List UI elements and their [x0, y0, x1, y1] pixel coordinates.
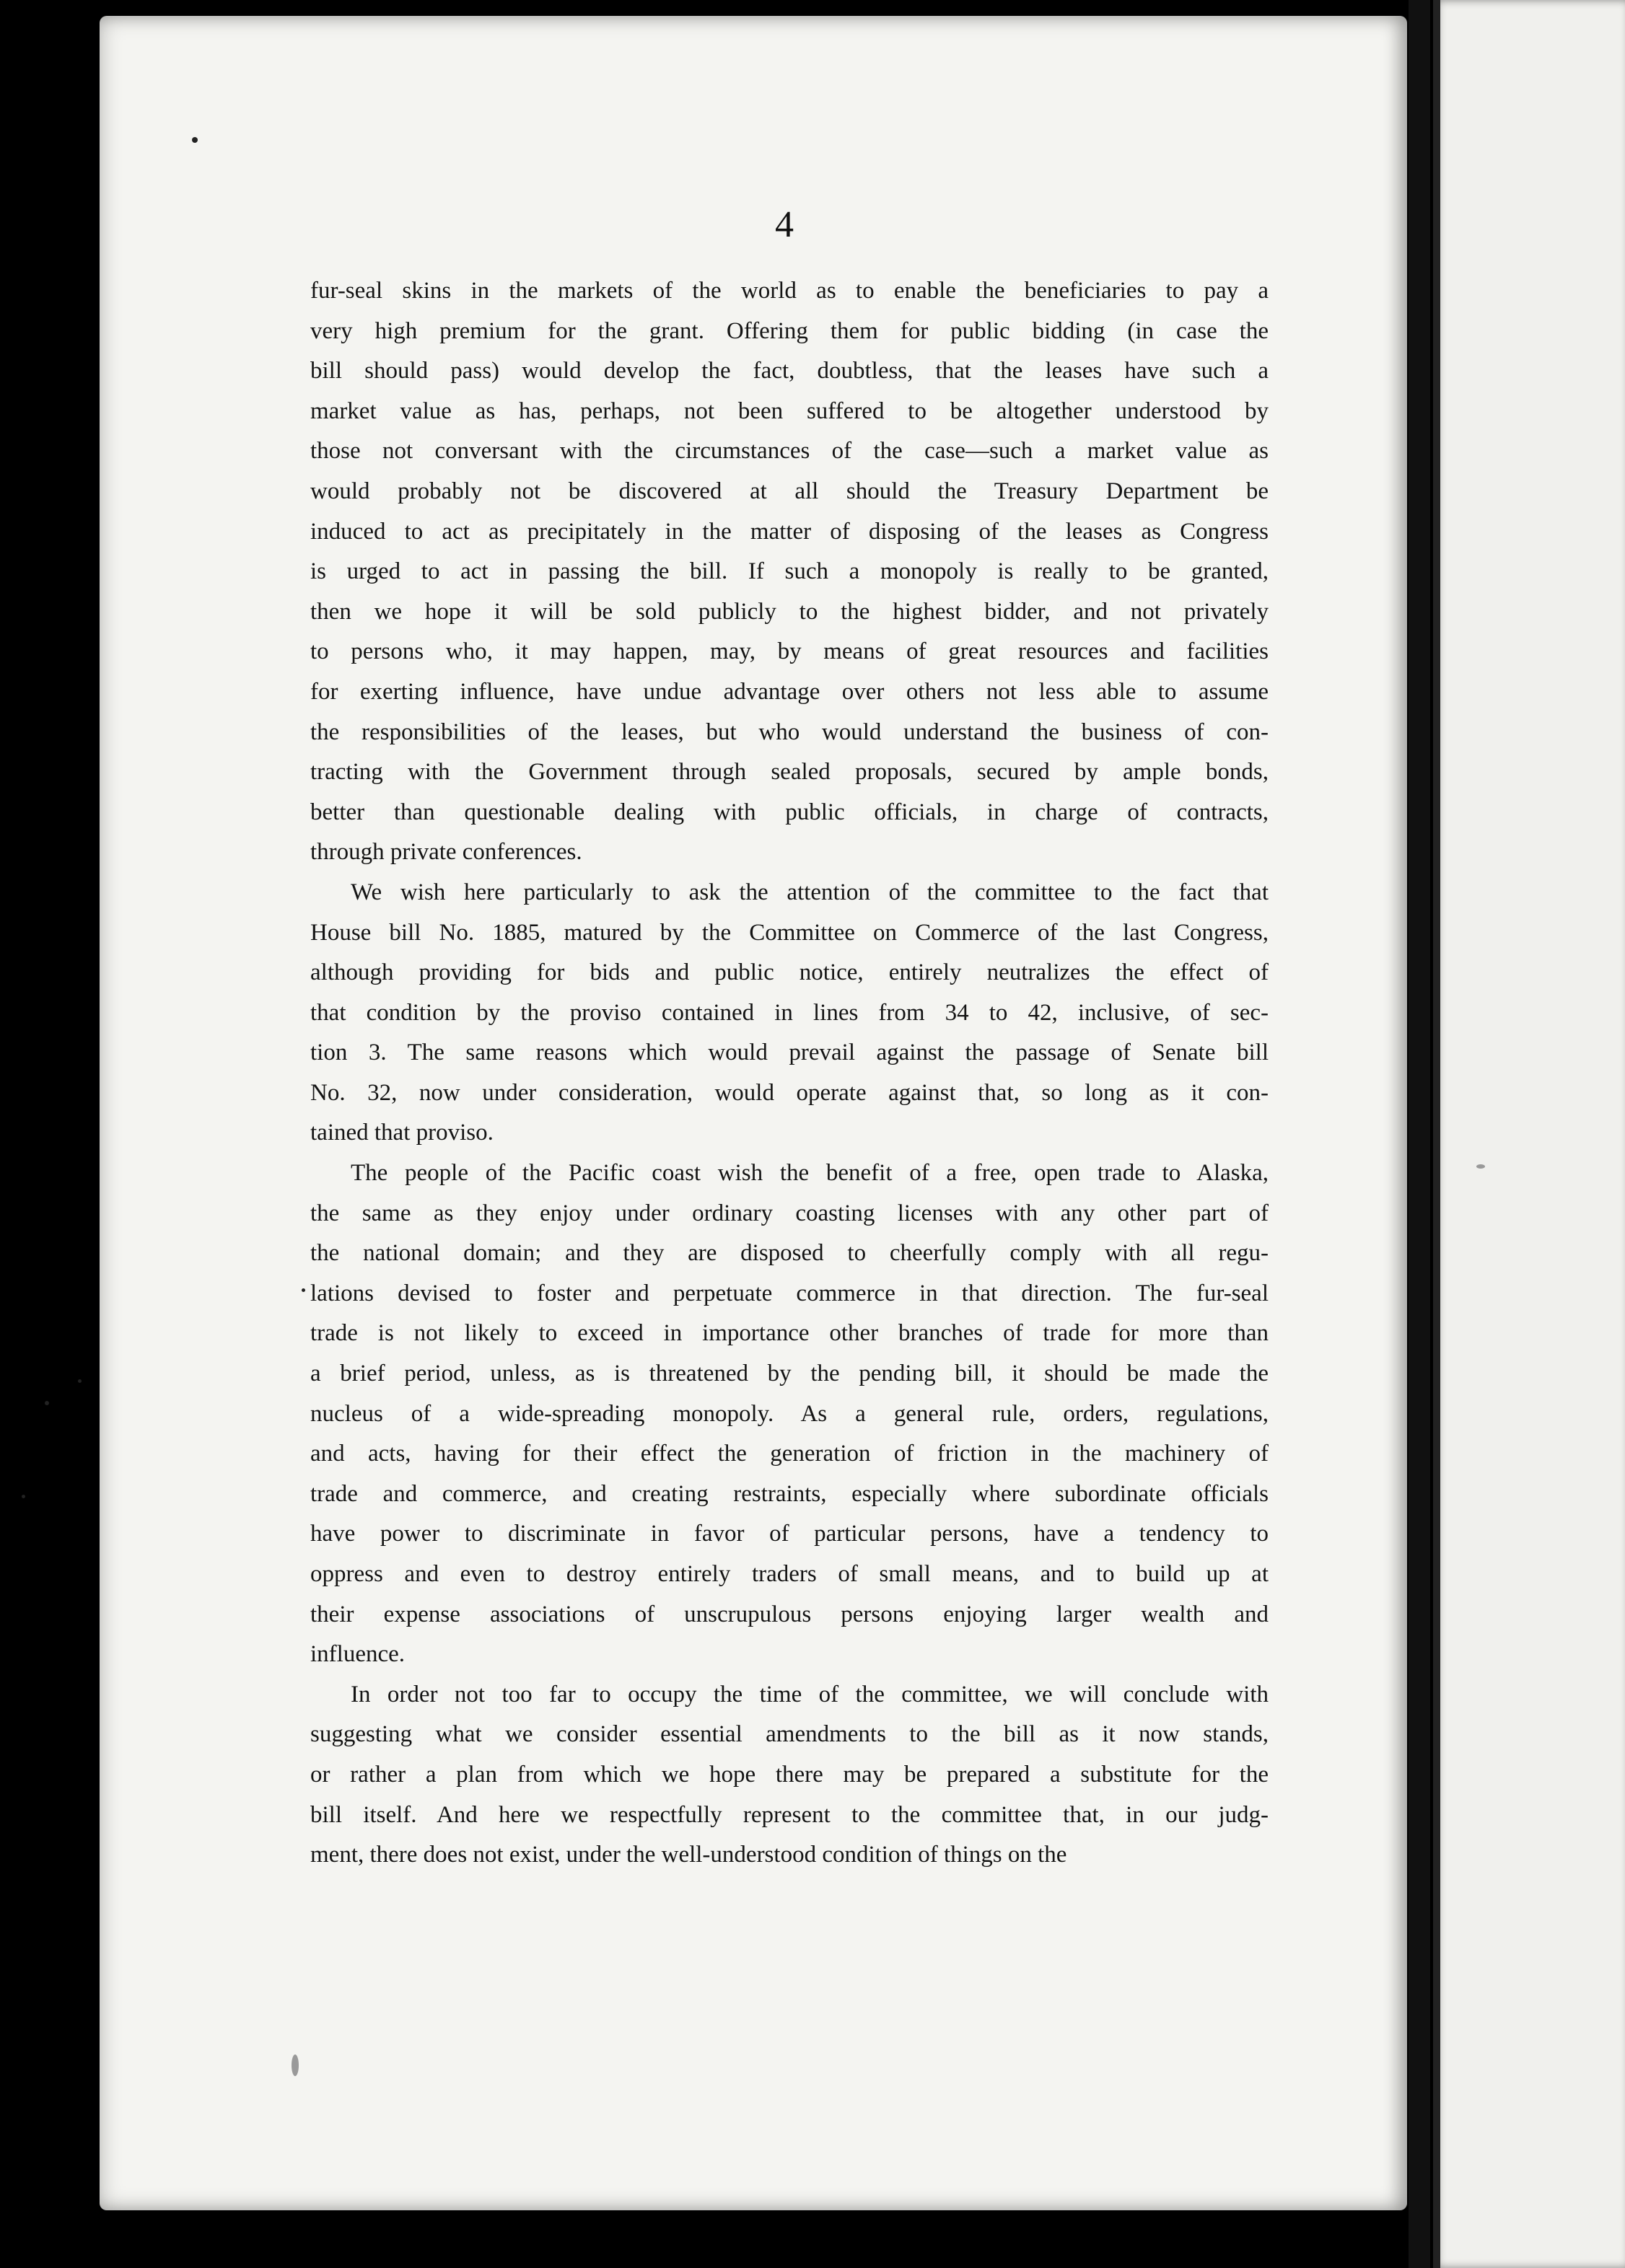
top-border [0, 0, 1625, 16]
text-line: to persons who, it may happen, may, by means of great resources and facilities [310, 638, 1269, 665]
text-line: for exerting influence, have undue advantage over others not less able to assume [310, 678, 1269, 705]
text-line: those not conversant with the circumstances of the case—such a market value as [310, 438, 1269, 465]
book-gutter [1409, 0, 1430, 2268]
text-line: fur-seal skins in the markets of the world as to enable the beneficiaries to pay a [310, 278, 1269, 304]
margin-speck [22, 1495, 25, 1498]
text-line: their expense associations of unscrupulous persons enjoying larger wealth and [310, 1601, 1269, 1627]
text-line: better than questionable dealing with public officials, in charge of contracts, [310, 799, 1269, 825]
text-line: suggesting what we consider essential amendments to the bill as it now stands, [310, 1721, 1269, 1748]
text-line: bill should pass) would develop the fact, doubtless, that the leases have such a [310, 358, 1269, 384]
margin-speck [1476, 1164, 1485, 1169]
text-line: is urged to act in passing the bill. If such a monopoly is really to be granted, [310, 558, 1269, 585]
text-line: induced to act as precipitately in the matter of disposing of the leases as Congress [310, 518, 1269, 545]
paragraph [310, 873, 1269, 1153]
text-line: trade and commerce, and creating restraints, especially where subordinate officials [310, 1480, 1269, 1507]
margin-speck [292, 2054, 299, 2076]
margin-speck [192, 137, 198, 143]
text-line: No. 32, now under consideration, would operate against that, so long as it con- [310, 1079, 1269, 1106]
text-line: the same as they enjoy under ordinary coasting licenses with any other part of [310, 1200, 1269, 1226]
margin-speck [302, 1288, 305, 1292]
text-line: bill itself. And here we respectfully represent to the committee that, in our judg- [310, 1801, 1269, 1828]
text-line: The people of the Pacific coast wish the benefit of a free, open trade to Alaska, [351, 1160, 1269, 1187]
facing-page-edge [1433, 0, 1625, 2268]
text-line: tained that proviso. [310, 1120, 494, 1146]
text-line: oppress and even to destroy entirely traders of small means, and to build up at [310, 1561, 1269, 1587]
text-line: lations devised to foster and perpetuate commerce in that direction. The fur-seal [310, 1280, 1269, 1306]
text-line: through private conferences. [310, 839, 582, 866]
text-line: nucleus of a wide-spreading monopoly. As a general rule, orders, regulations, [310, 1400, 1269, 1427]
text-line: very high premium for the grant. Offering them for public bidding (in case the [310, 317, 1269, 344]
text-line: In order not too far to occupy the time of the committee, we will conclude with [351, 1681, 1269, 1707]
text-line: We wish here particularly to ask the attention of the committee to the fact that [351, 879, 1269, 905]
text-line: House bill No. 1885, matured by the Committee on Commerce of the last Congress, [310, 919, 1269, 946]
text-line: then we hope it will be sold publicly to the highest bidder, and not privately [310, 598, 1269, 625]
text-line: trade is not likely to exceed in importance other branches of trade for more than [310, 1320, 1269, 1347]
text-line: ment, there does not exist, under the well-understood condition of things on the [310, 1842, 1067, 1868]
text-line: have power to discriminate in favor of particular persons, have a tendency to [310, 1521, 1269, 1547]
text-line: or rather a plan from which we hope there may be prepared a substitute for the [310, 1761, 1269, 1788]
text-line: influence. [310, 1641, 406, 1668]
text-line: a brief period, unless, as is threatened by the pending bill, it should be made the [310, 1361, 1269, 1387]
text-line: would probably not be discovered at all should the Treasury Department be [310, 478, 1269, 504]
margin-speck [78, 1379, 82, 1383]
text-line: market value as has, perhaps, not been suffered to be altogether understood by [310, 397, 1269, 424]
paragraph [310, 1153, 1269, 1675]
facing-page-shadow [1433, 0, 1440, 2268]
paragraph [310, 1675, 1269, 1876]
body-text [310, 271, 1269, 1876]
text-line: and acts, having for their effect the generation of friction in the machinery of [310, 1441, 1269, 1467]
text-line: the national domain; and they are disposed to cheerfully comply with all regu- [310, 1240, 1269, 1267]
page-number: 4 [775, 204, 794, 245]
text-line: that condition by the proviso contained in lines from 34 to 42, inclusive, of sec- [310, 999, 1269, 1026]
text-line: the responsibilities of the leases, but who would understand the business of con- [310, 718, 1269, 745]
text-line: although providing for bids and public notice, entirely neutralizes the effect of [310, 959, 1269, 986]
paragraph [310, 271, 1269, 873]
margin-speck [45, 1401, 49, 1405]
text-line: tracting with the Government through sealed proposals, secured by ample bonds, [310, 759, 1269, 786]
text-line: tion 3. The same reasons which would prevail against the passage of Senate bill [310, 1040, 1269, 1066]
